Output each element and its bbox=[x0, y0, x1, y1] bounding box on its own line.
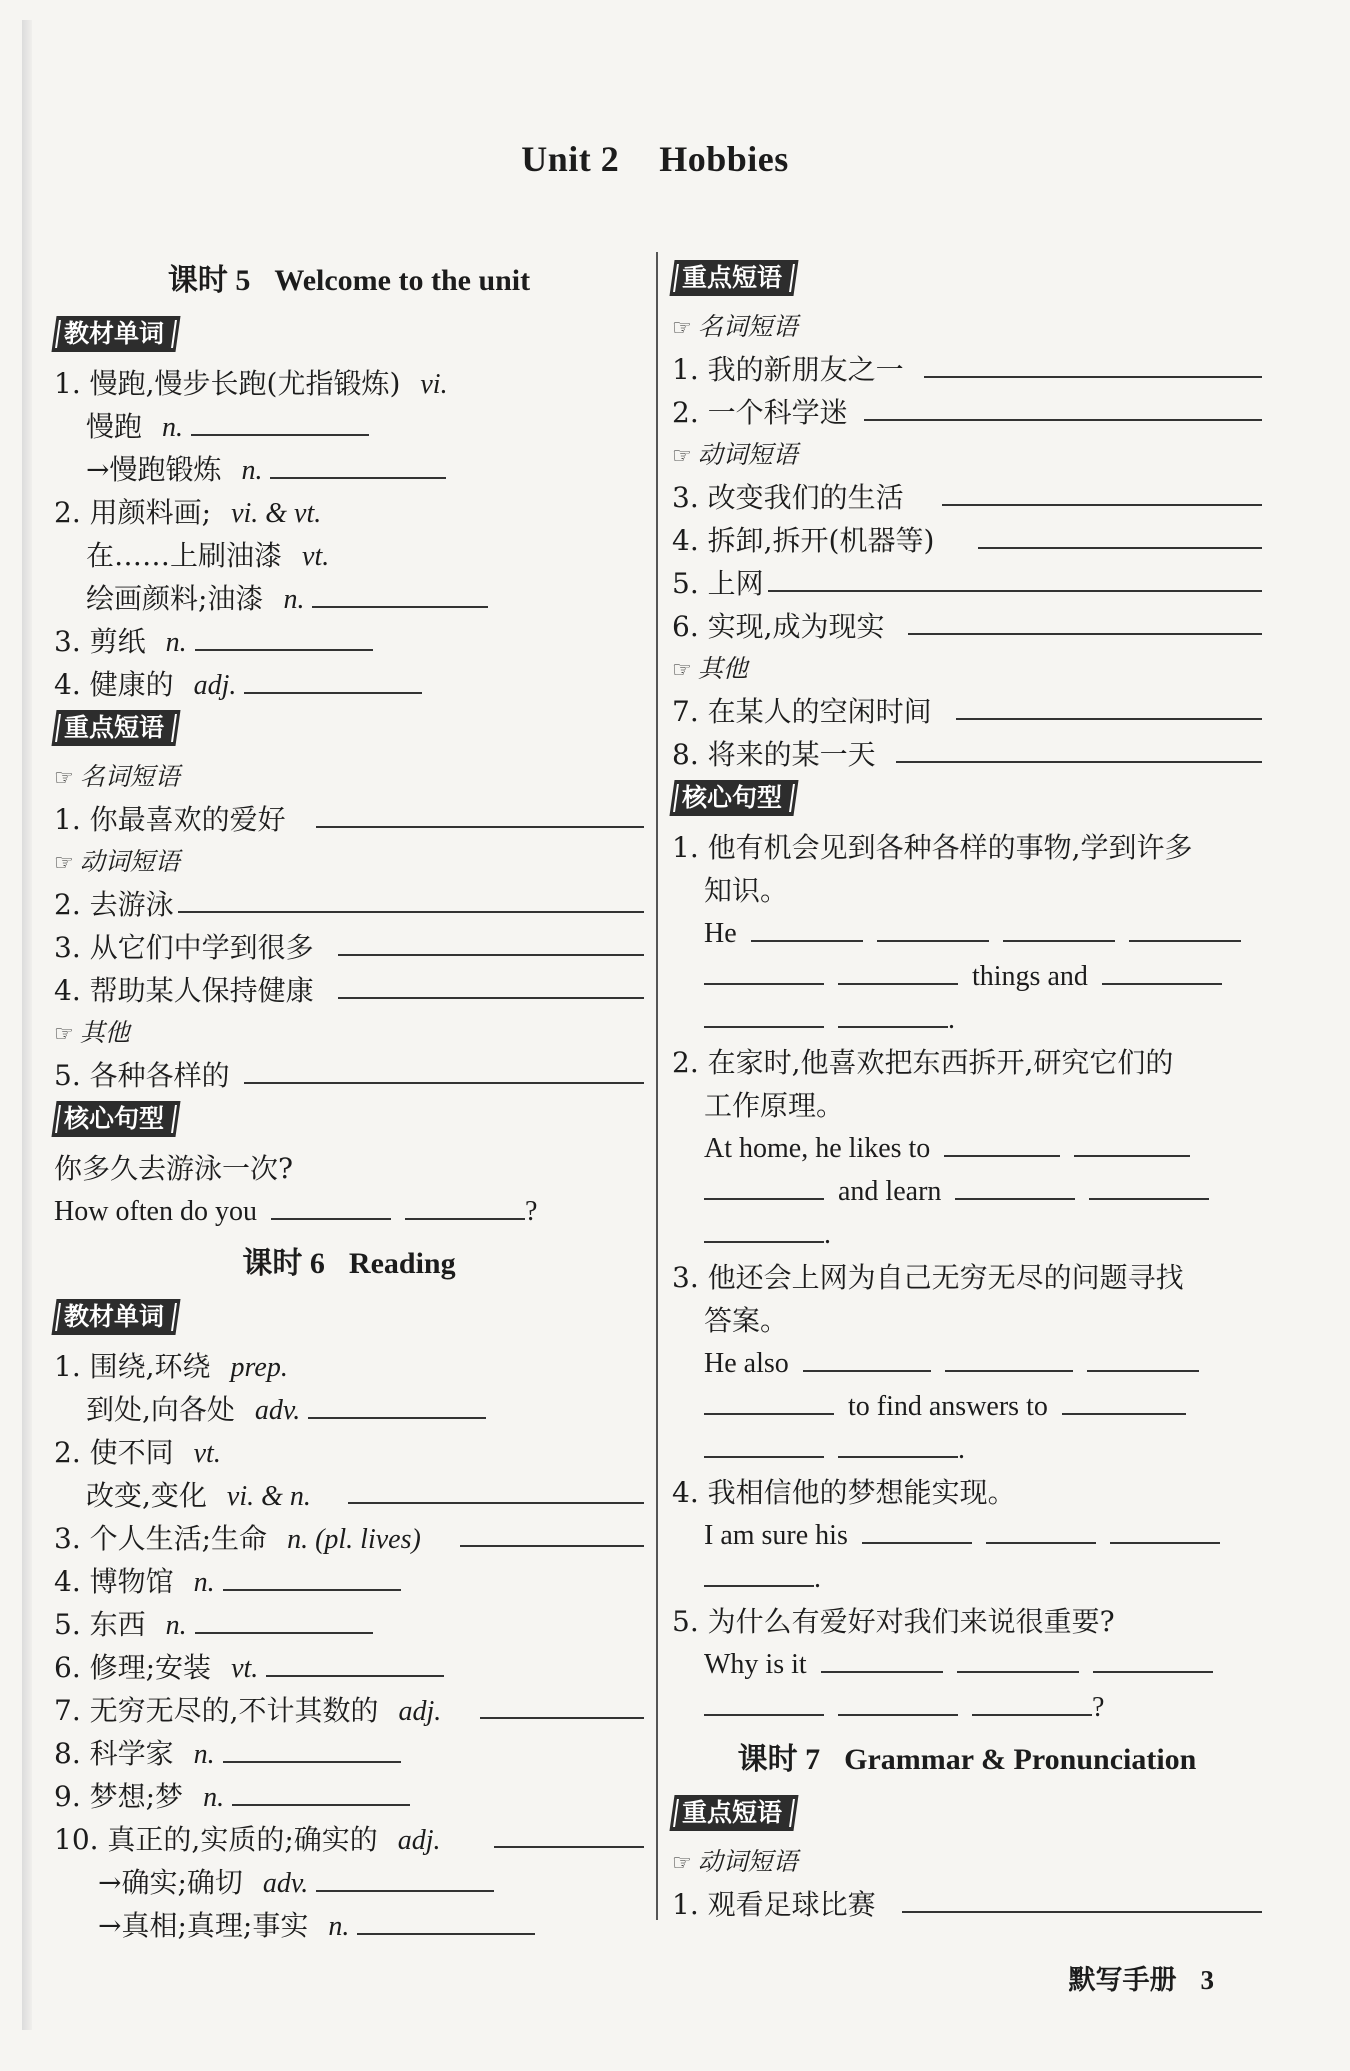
word-item: 2. 用颜料画; vi. & vt. bbox=[54, 496, 322, 529]
phrase-item: 4. 拆卸,拆开(机器等) bbox=[672, 519, 1262, 562]
answer-blank[interactable] bbox=[838, 955, 958, 985]
answer-blank[interactable] bbox=[223, 1561, 401, 1591]
answer-blank[interactable] bbox=[704, 1170, 824, 1200]
answer-blank[interactable] bbox=[924, 348, 1262, 378]
word-item: 绘画颜料;油漆 n. bbox=[54, 577, 644, 620]
answer-blank[interactable] bbox=[1089, 1170, 1209, 1200]
answer-blank[interactable] bbox=[270, 449, 446, 479]
phrase-item: 3. 改变我们的生活 bbox=[672, 476, 1262, 519]
word-item: 3. 个人生活;生命 n. (pl. lives) bbox=[54, 1517, 644, 1560]
sub-heading-verb: ☞ 动词短语 bbox=[54, 847, 180, 876]
phrase-item: 1. 你最喜欢的爱好 bbox=[54, 798, 644, 841]
answer-blank[interactable] bbox=[821, 1643, 943, 1673]
pointing-hand-icon: ☞ bbox=[54, 851, 74, 876]
answer-blank[interactable] bbox=[191, 406, 369, 436]
answer-blank[interactable] bbox=[838, 998, 948, 1028]
section-tag-phrases: 重点短语 bbox=[669, 1795, 798, 1831]
answer-blank[interactable] bbox=[244, 1054, 644, 1084]
sub-heading-verb: ☞ 动词短语 bbox=[672, 440, 798, 469]
phrase-item: 4. 帮助某人保持健康 bbox=[54, 969, 644, 1012]
sentence-cn: 2. 在家时,他喜欢把东西拆开,研究它们的 bbox=[672, 1046, 1174, 1079]
word-item: →慢跑锻炼 n. bbox=[54, 448, 644, 491]
answer-blank[interactable] bbox=[957, 1643, 1079, 1673]
answer-blank[interactable] bbox=[902, 1883, 1262, 1913]
answer-blank[interactable] bbox=[223, 1733, 401, 1763]
left-column bbox=[54, 250, 644, 1947]
answer-blank[interactable] bbox=[838, 1428, 958, 1458]
phrase-item: 5. 上网 bbox=[672, 562, 1262, 605]
section-tag-words: 教材单词 bbox=[51, 316, 180, 352]
answer-blank[interactable] bbox=[704, 1213, 824, 1243]
word-item: 7. 无穷无尽的,不计其数的 adj. bbox=[54, 1689, 644, 1732]
answer-blank[interactable] bbox=[803, 1342, 931, 1372]
answer-blank[interactable] bbox=[348, 1474, 644, 1504]
word-item: 3. 剪纸 n. bbox=[54, 620, 644, 663]
answer-blank[interactable] bbox=[956, 690, 1262, 720]
word-item: 6. 修理;安装 vt. bbox=[54, 1646, 644, 1689]
phrase-item: 5. 各种各样的 bbox=[54, 1054, 644, 1097]
answer-blank[interactable] bbox=[316, 798, 644, 828]
lesson-5-heading: 课时 5 Welcome to the unit bbox=[167, 264, 531, 297]
pointing-hand-icon: ☞ bbox=[54, 1022, 74, 1047]
answer-blank[interactable] bbox=[338, 969, 644, 999]
phrase-item: 1. 观看足球比赛 bbox=[672, 1883, 1262, 1926]
sub-heading-verb: ☞ 动词短语 bbox=[672, 1847, 798, 1876]
answer-blank[interactable] bbox=[271, 1190, 391, 1220]
phrase-item: 2. 去游泳 bbox=[54, 883, 644, 926]
sentence-en: . bbox=[672, 1213, 1262, 1256]
answer-blank[interactable] bbox=[244, 664, 422, 694]
sentence-en: At home, he likes to bbox=[672, 1127, 1262, 1170]
answer-blank[interactable] bbox=[460, 1517, 644, 1547]
answer-blank[interactable] bbox=[1074, 1127, 1190, 1157]
word-item: 改变,变化 vi. & n. bbox=[54, 1474, 644, 1517]
sentence-cn: 4. 我相信他的梦想能实现。 bbox=[672, 1476, 1016, 1509]
answer-blank[interactable] bbox=[864, 391, 1262, 421]
answer-blank[interactable] bbox=[972, 1686, 1092, 1716]
sentence-en: things and bbox=[672, 955, 1262, 998]
section-tag-phrases: 重点短语 bbox=[51, 710, 180, 746]
page-number: 3 bbox=[1200, 1965, 1214, 1995]
answer-blank[interactable] bbox=[944, 1127, 1060, 1157]
unit-name: Hobbies bbox=[659, 139, 789, 179]
sentence-cn: 知识。 bbox=[704, 874, 789, 907]
sub-heading-noun: ☞ 名词短语 bbox=[672, 312, 798, 341]
answer-blank[interactable] bbox=[232, 1776, 410, 1806]
word-item: →真相;真理;事实 n. bbox=[54, 1904, 644, 1947]
answer-blank[interactable] bbox=[768, 562, 1262, 592]
word-item: 1. 慢跑,慢步长跑(尤指锻炼) vi. bbox=[54, 367, 448, 400]
answer-blank[interactable] bbox=[704, 1428, 824, 1458]
phrase-item: 7. 在某人的空闲时间 bbox=[672, 690, 1262, 733]
pointing-hand-icon: ☞ bbox=[54, 766, 74, 791]
answer-blank[interactable] bbox=[862, 1514, 972, 1544]
answer-blank[interactable] bbox=[877, 912, 989, 942]
word-item: →确实;确切 adv. bbox=[54, 1861, 644, 1904]
lesson-6-heading: 课时 6 Reading bbox=[242, 1247, 456, 1280]
answer-blank[interactable] bbox=[704, 998, 824, 1028]
answer-blank[interactable] bbox=[704, 1686, 824, 1716]
word-item: 4. 博物馆 n. bbox=[54, 1560, 644, 1603]
word-item: 5. 东西 n. bbox=[54, 1603, 644, 1646]
sentence-en: Why is it bbox=[672, 1643, 1262, 1686]
answer-blank[interactable] bbox=[896, 733, 1262, 763]
word-item: 4. 健康的 adj. bbox=[54, 663, 644, 706]
sentence-cn: 答案。 bbox=[704, 1304, 789, 1337]
answer-blank[interactable] bbox=[1129, 912, 1241, 942]
word-item: 慢跑 n. bbox=[54, 405, 644, 448]
answer-blank[interactable] bbox=[308, 1389, 486, 1419]
right-column bbox=[672, 256, 1262, 1926]
section-tag-sentences: 核心句型 bbox=[51, 1101, 180, 1137]
phrase-item: 2. 一个科学迷 bbox=[672, 391, 1262, 434]
answer-blank[interactable] bbox=[316, 1862, 494, 1892]
answer-blank[interactable] bbox=[357, 1905, 535, 1935]
answer-blank[interactable] bbox=[338, 926, 644, 956]
phrase-item: 1. 我的新朋友之一 bbox=[672, 348, 1262, 391]
phrase-item: 3. 从它们中学到很多 bbox=[54, 926, 644, 969]
sentence-en: How often do you ? bbox=[54, 1190, 644, 1233]
answer-blank[interactable] bbox=[1093, 1643, 1213, 1673]
section-tag-phrases: 重点短语 bbox=[669, 260, 798, 296]
answer-blank[interactable] bbox=[838, 1686, 958, 1716]
answer-blank[interactable] bbox=[195, 1604, 373, 1634]
word-item: 到处,向各处 adv. bbox=[54, 1388, 644, 1431]
word-item: 在……上刷油漆 vt. bbox=[86, 539, 330, 572]
sentence-en: I am sure his bbox=[672, 1514, 1262, 1557]
answer-blank[interactable] bbox=[494, 1818, 644, 1848]
unit-title bbox=[0, 138, 1310, 180]
word-item: 10. 真正的,实质的;确实的 adj. bbox=[54, 1818, 644, 1861]
section-tag-words: 教材单词 bbox=[51, 1299, 180, 1335]
answer-blank[interactable] bbox=[195, 621, 373, 651]
sentence-en: ? bbox=[672, 1686, 1262, 1729]
sentence-cn: 5. 为什么有爱好对我们来说很重要? bbox=[672, 1605, 1115, 1638]
sentence-en: . bbox=[672, 1557, 1262, 1600]
section-tag-sentences: 核心句型 bbox=[669, 780, 798, 816]
answer-blank[interactable] bbox=[704, 1385, 834, 1415]
answer-blank[interactable] bbox=[480, 1689, 644, 1719]
answer-blank[interactable] bbox=[986, 1514, 1096, 1544]
answer-blank[interactable] bbox=[945, 1342, 1073, 1372]
word-item: 1. 围绕,环绕 prep. bbox=[54, 1350, 288, 1383]
sentence-en: He also bbox=[672, 1342, 1262, 1385]
sub-heading-other: ☞ 其他 bbox=[672, 654, 748, 683]
sentence-en: . bbox=[672, 1428, 1262, 1471]
answer-blank[interactable] bbox=[704, 1557, 814, 1587]
page-edge bbox=[22, 20, 32, 2030]
answer-blank[interactable] bbox=[1003, 912, 1115, 942]
word-item: 9. 梦想;梦 n. bbox=[54, 1775, 644, 1818]
unit-number: Unit 2 bbox=[521, 139, 620, 179]
answer-blank[interactable] bbox=[178, 883, 644, 913]
sentence-cn: 3. 他还会上网为自己无穷无尽的问题寻找 bbox=[672, 1261, 1184, 1294]
answer-blank[interactable] bbox=[266, 1647, 444, 1677]
sentence-cn: 工作原理。 bbox=[704, 1089, 845, 1122]
answer-blank[interactable] bbox=[704, 955, 824, 985]
sentence-en: to find answers to bbox=[672, 1385, 1262, 1428]
answer-blank[interactable] bbox=[1110, 1514, 1220, 1544]
book-name: 默写手册 bbox=[1068, 1965, 1177, 1996]
answer-blank[interactable] bbox=[751, 912, 863, 942]
answer-blank[interactable] bbox=[978, 519, 1262, 549]
answer-blank[interactable] bbox=[942, 476, 1262, 506]
pointing-hand-icon: ☞ bbox=[672, 1851, 692, 1876]
answer-blank[interactable] bbox=[908, 605, 1262, 635]
sentence-en: . bbox=[672, 998, 1262, 1041]
sub-heading-other: ☞ 其他 bbox=[54, 1018, 130, 1047]
sub-heading-noun: ☞ 名词短语 bbox=[54, 762, 180, 791]
lesson-7-heading: 课时 7 Grammar & Pronunciation bbox=[737, 1743, 1197, 1776]
sentence-en: and learn bbox=[672, 1170, 1262, 1213]
answer-blank[interactable] bbox=[1102, 955, 1222, 985]
pointing-hand-icon: ☞ bbox=[672, 316, 692, 341]
pointing-hand-icon: ☞ bbox=[672, 658, 692, 683]
page-footer bbox=[1069, 1958, 1215, 1997]
phrase-item: 6. 实现,成为现实 bbox=[672, 605, 1262, 648]
answer-blank[interactable] bbox=[1087, 1342, 1199, 1372]
column-divider bbox=[656, 252, 658, 1920]
phrase-item: 8. 将来的某一天 bbox=[672, 733, 1262, 776]
answer-blank[interactable] bbox=[1062, 1385, 1186, 1415]
answer-blank[interactable] bbox=[405, 1190, 525, 1220]
answer-blank[interactable] bbox=[955, 1170, 1075, 1200]
sentence-en: He bbox=[672, 912, 1262, 955]
word-item: 8. 科学家 n. bbox=[54, 1732, 644, 1775]
pointing-hand-icon: ☞ bbox=[672, 444, 692, 469]
answer-blank[interactable] bbox=[312, 578, 488, 608]
sentence-cn: 你多久去游泳一次? bbox=[54, 1152, 294, 1185]
word-item: 2. 使不同 vt. bbox=[54, 1436, 221, 1469]
sentence-cn: 1. 他有机会见到各种各样的事物,学到许多 bbox=[672, 831, 1193, 864]
